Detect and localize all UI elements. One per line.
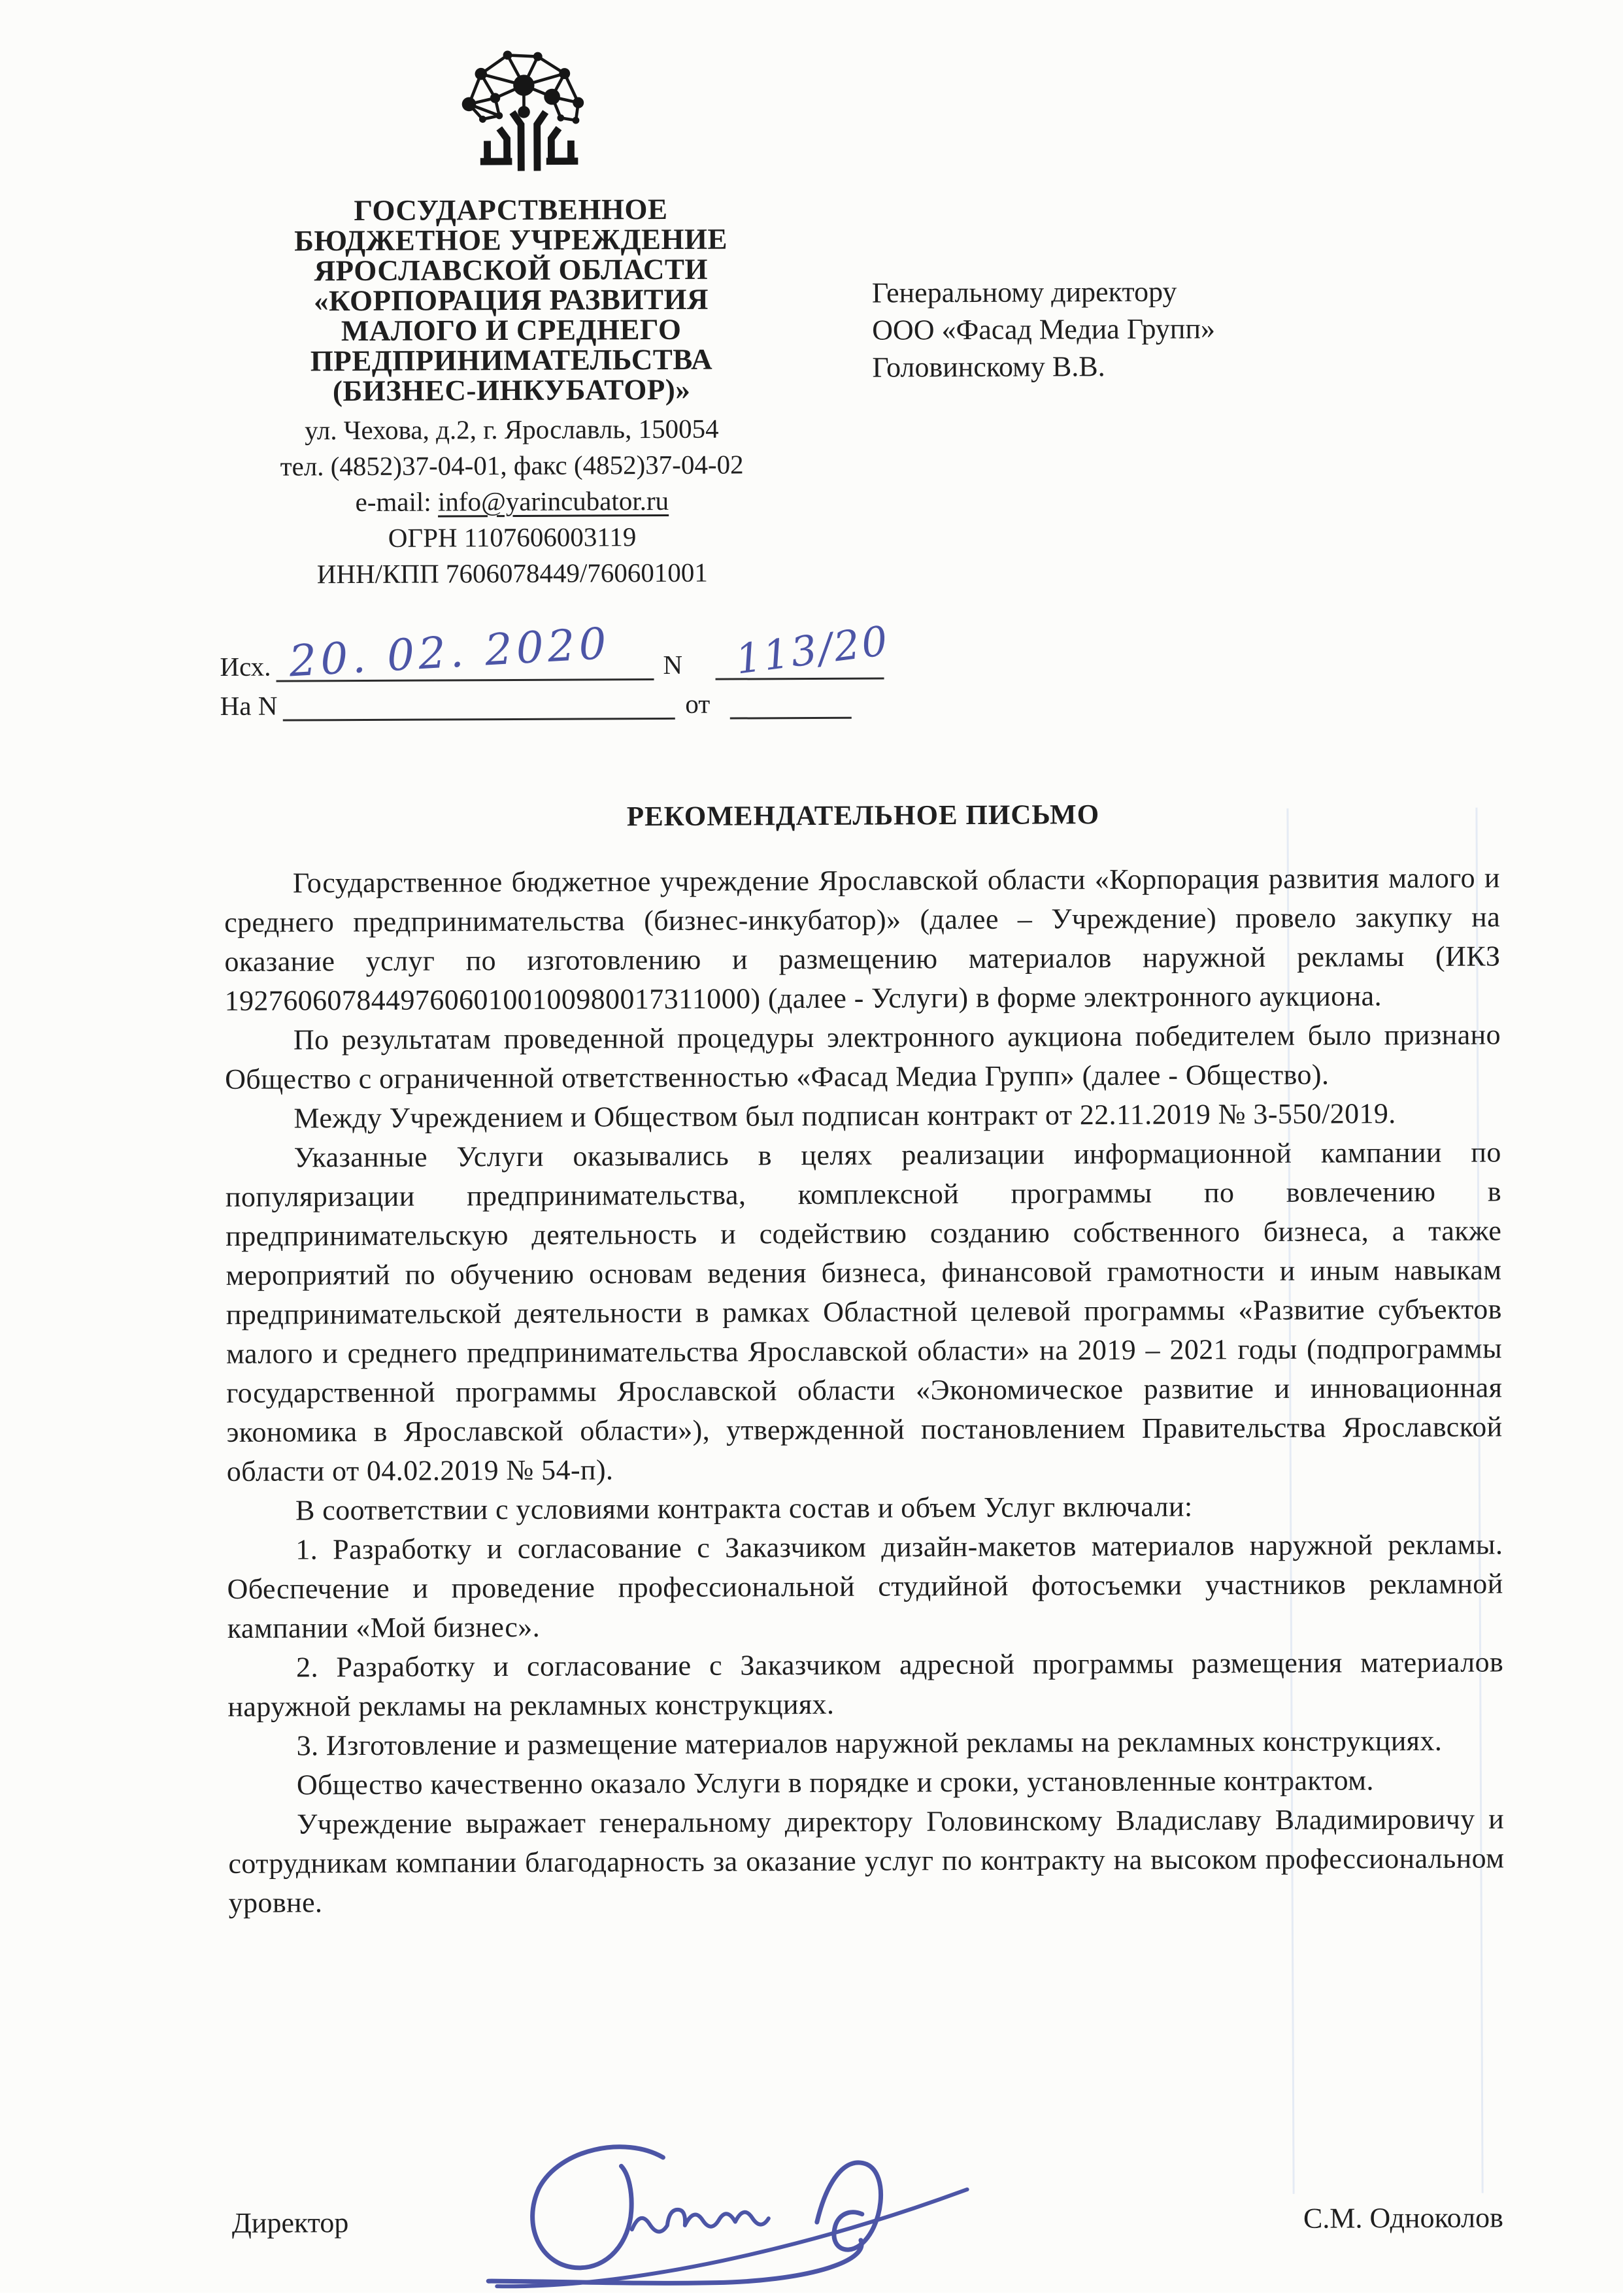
- recipient-line: ООО «Фасад Медиа Групп»: [872, 310, 1215, 348]
- org-name-line: (БИЗНЕС-ИНКУБАТОР)»: [211, 374, 812, 407]
- recipient-line: Головинскому В.В.: [872, 347, 1215, 386]
- email-line: [211, 482, 812, 521]
- body-paragraph: Указанные Услуги оказывались в целях реализации информационной кампании по популяризации предпринимательства, комплексной программы по вовлечению в предпринимательскую деятельность и содействию созданию собственного бизнеса, а также мероприятий по обучению основам ведения бизнеса, финансовой грамотности и иным навыкам предпринимательской деятельности в рамках Областной целевой программы «Развитие субъектов малого и среднего предпринимательства Ярославской области» на 2019 – 2021 годы (подпрограммы государственной программы Ярославской области «Экономическое развитие и инновационная экономика в Ярославской области»), утвержденной постановлением Правительства Ярославской области от 04.02.2019 № 54-п).: [226, 1133, 1503, 1491]
- body-paragraph: Общество качественно оказало Услуги в порядке и сроки, установленные контрактом.: [228, 1760, 1504, 1805]
- signature-name: С.М. Одноколов: [1303, 2201, 1503, 2235]
- outgoing-date-line: [276, 648, 654, 682]
- org-name-line: МАЛОГО И СРЕДНЕГО: [210, 314, 812, 346]
- from-label: от: [675, 688, 715, 720]
- incoming-date-line: [729, 687, 851, 720]
- org-name-block: [210, 193, 812, 407]
- network-tree-logo: [424, 33, 596, 192]
- body-paragraph: 1. Разработку и согласование с Заказчиком дизайн-макетов материалов наружной рекламы. Обеспечение и проведение профессиональной студийной фотосъемки участников рекламной кампании «Мой бизнес».: [227, 1525, 1503, 1648]
- body-paragraph: 3. Изготовление и размещение материалов наружной рекламы на рекламных конструкциях.: [228, 1721, 1504, 1766]
- phone-fax-line: тел. (4852)37-04-01, факс (4852)37-04-02: [211, 446, 812, 485]
- org-name-line: ПРЕДПРИНИМАТЕЛЬСТВА: [210, 344, 812, 376]
- org-name-line: «КОРПОРАЦИЯ РАЗВИТИЯ: [210, 284, 812, 316]
- org-name-line: ГОСУДАРСТВЕННОЕ: [210, 193, 811, 226]
- recipient-line: Генеральному директору: [872, 273, 1215, 311]
- reference-block: [220, 640, 913, 722]
- incoming-ref-row: [220, 679, 913, 722]
- email-address: info@yarincubator.ru: [438, 486, 669, 517]
- recipient-block: [872, 273, 1215, 386]
- handwritten-date: 20. 02. 2020: [288, 618, 611, 687]
- body-paragraph: Учреждение выражает генеральному директору Головинскому Владиславу Владимировичу и сотрудникам компании благодарность за оказание услуг по контракту на высоком профессиональном уровне.: [228, 1799, 1505, 1923]
- body-paragraph: Между Учреждением и Обществом был подписан контракт от 22.11.2019 № 3-550/2019.: [225, 1093, 1501, 1139]
- address-line: ул. Чехова, д.2, г. Ярославль, 150054: [211, 410, 812, 449]
- inn-kpp-line: ИНН/КПП 7606078449/760601001: [212, 554, 813, 593]
- body-paragraph: По результатам проведенной процедуры электронного аукциона победителем было признано Общество с ограниченной ответственностью «Фасад Медиа Групп» (далее - Общество).: [225, 1015, 1501, 1099]
- body-paragraph: В соответствии с условиями контракта состав и объем Услуг включали:: [227, 1486, 1503, 1531]
- outgoing-ref-row: [220, 640, 912, 682]
- email-label: e-mail:: [355, 487, 438, 518]
- incoming-number-line: [282, 688, 675, 722]
- body-paragraph: 2. Разработку и согласование с Заказчиком адресной программы размещения материалов наружной рекламы на рекламных конструкциях.: [227, 1642, 1504, 1727]
- org-name-line: ЯРОСЛАВСКОЙ ОБЛАСТИ: [210, 254, 812, 286]
- outgoing-number-line: [715, 648, 884, 680]
- signature-row: [232, 2201, 1503, 2239]
- outgoing-label: Исх.: [220, 651, 276, 682]
- signature-position: Директор: [232, 2206, 349, 2240]
- letterhead: [209, 33, 813, 593]
- letter-body: [224, 858, 1505, 1923]
- incoming-label: На N: [220, 690, 283, 722]
- body-paragraph: Государственное бюджетное учреждение Ярославской области «Корпорация развития малого и среднего предпринимательства (бизнес-инкубатор)» (далее – Учреждение) провело закупку на оказание услуг по изготовлению и размещению материалов наружной рекламы (ИКЗ 192760607844976060100100980017311000) (далее - Услуги) в форме электронного аукциона.: [224, 858, 1501, 1021]
- number-label: N: [654, 649, 688, 680]
- ogrn-line: ОГРН 1107606003119: [211, 518, 812, 557]
- letter-title: РЕКОМЕНДАТЕЛЬНОЕ ПИСЬМО: [226, 797, 1500, 835]
- org-name-line: БЮДЖЕТНОЕ УЧРЕЖДЕНИЕ: [210, 224, 812, 256]
- handwritten-number: 113/20: [733, 616, 892, 683]
- contact-block: [211, 410, 813, 593]
